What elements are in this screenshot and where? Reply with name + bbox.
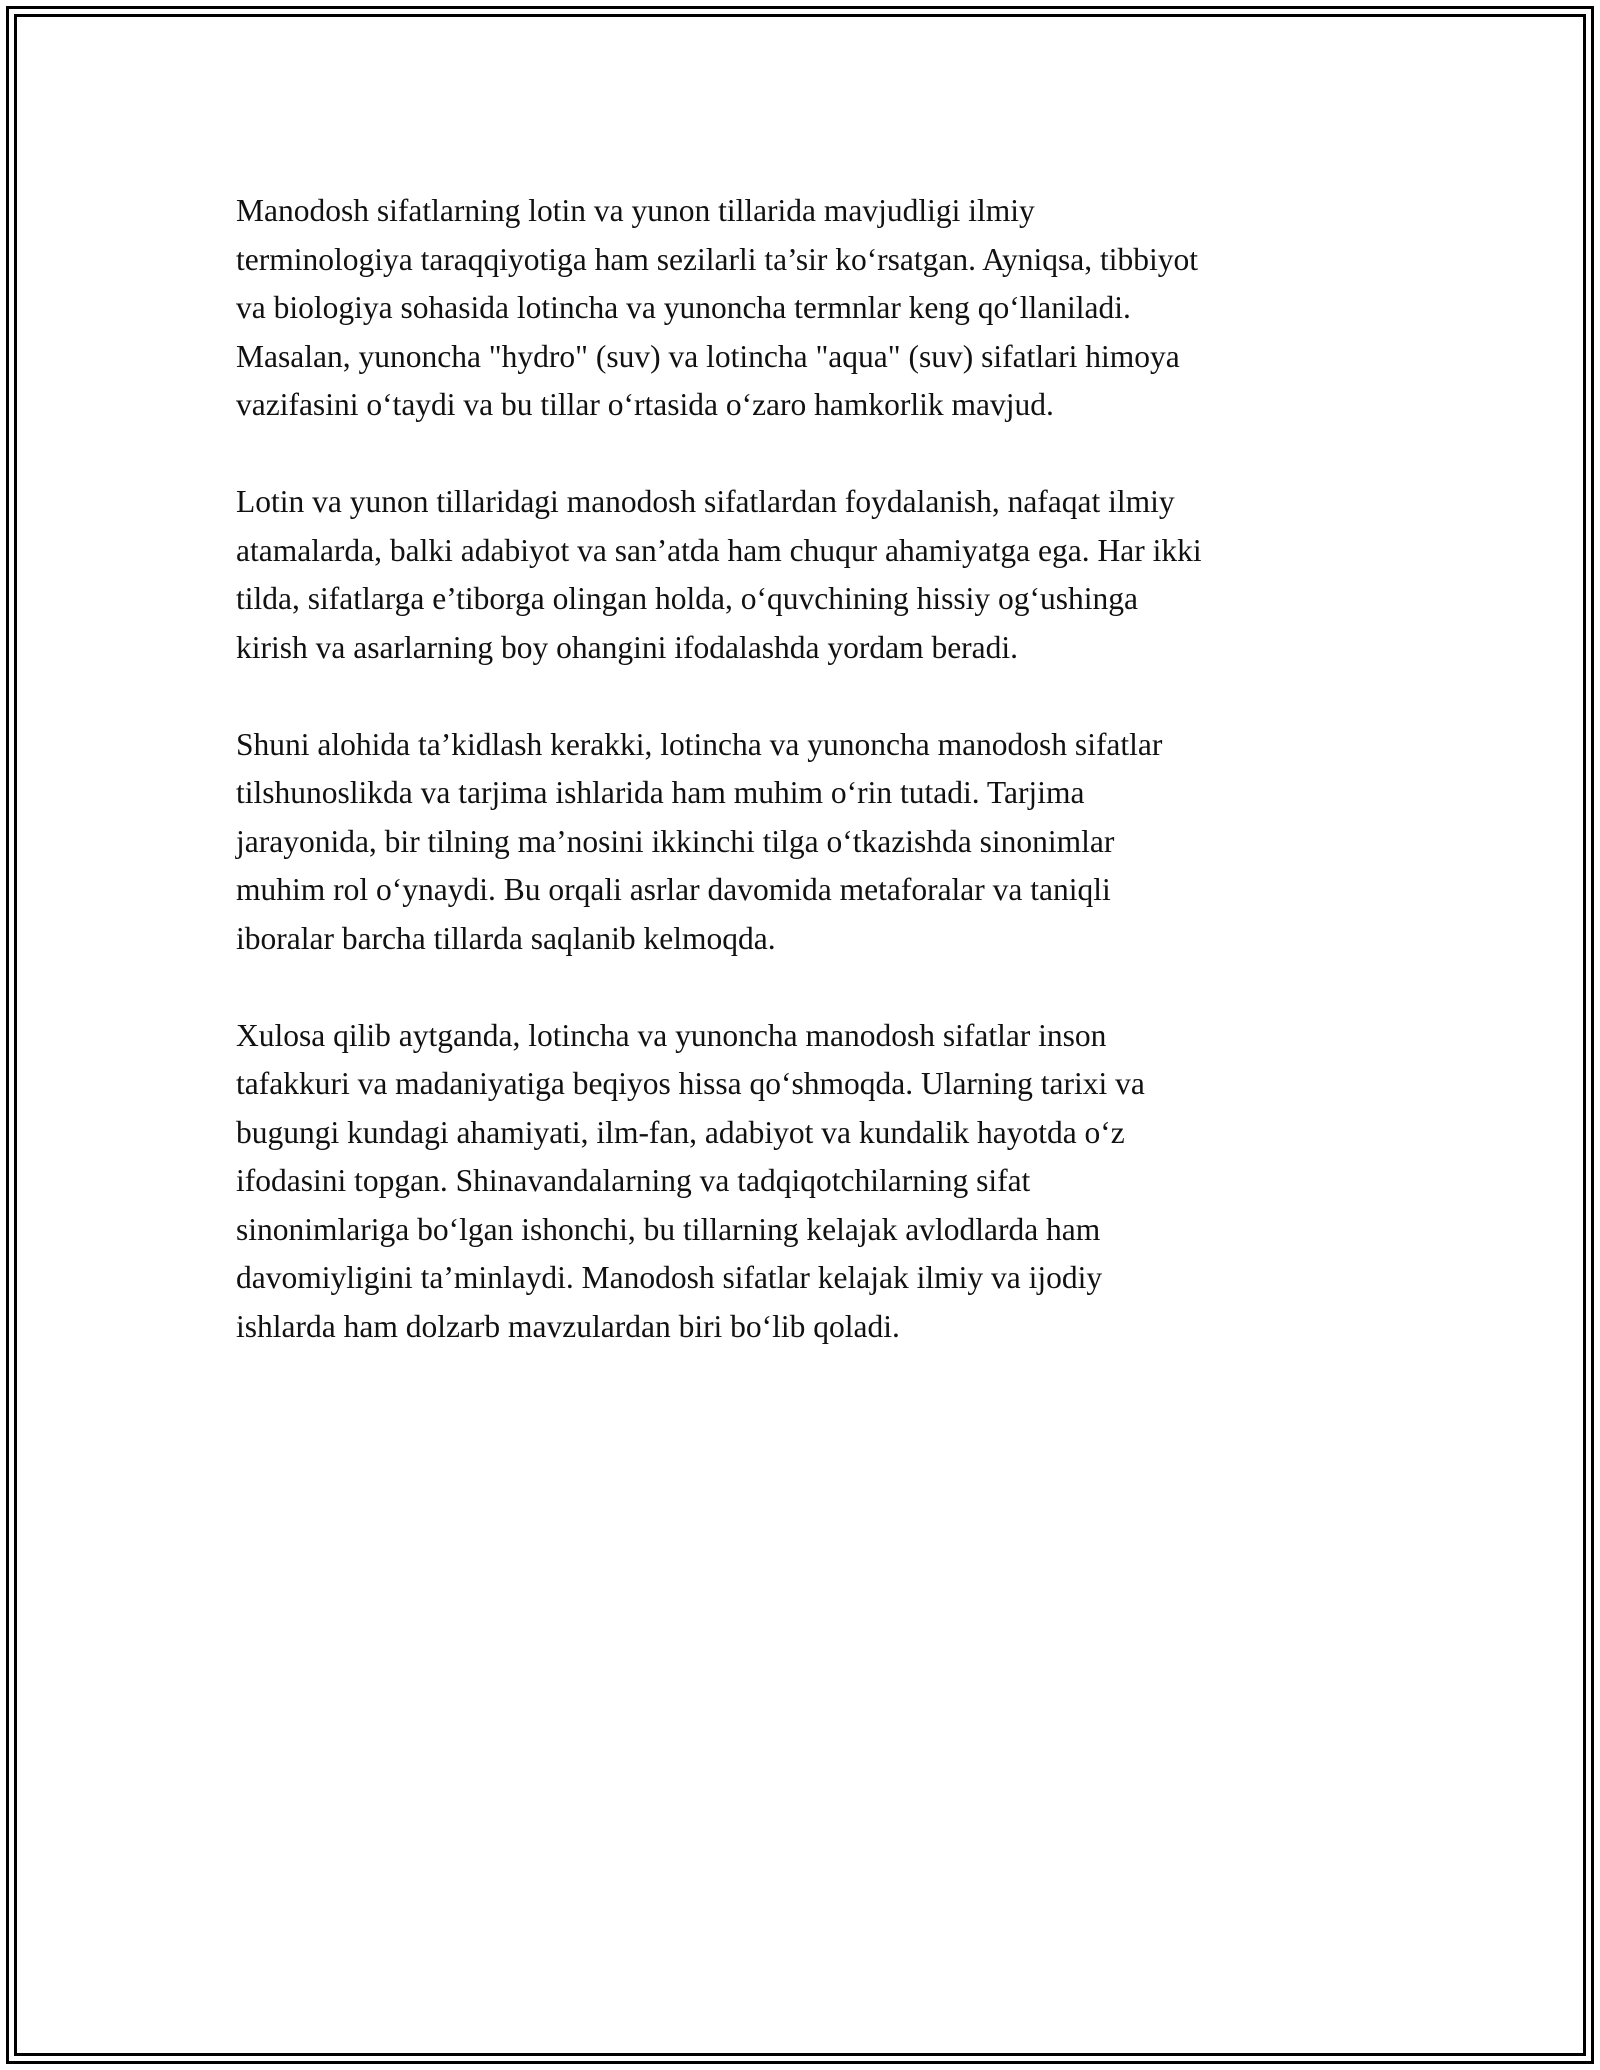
paragraph-2: Lotin va yunon tillaridagi manodosh sifatlardan foydalanish, nafaqat ilmiy atamalarda, balki adabiyot va san’atda ham chuqur ahamiyatga ega. Har ikki tilda, sifatlarga e’tiborga olingan holda, o‘quvchining hissiy og‘ushinga kirish va asarlarning boy ohangini ifodalashda yordam beradi. xyxy=(236,484,1202,665)
paragraph-4: Xulosa qilib aytganda, lotincha va yunoncha manodosh sifatlar inson tafakkuri va madaniyatiga beqiyos hissa qo‘shmoqda. Ularning tarixi va bugungi kundagi ahamiyati, ilm-fan, adabiyot va kundalik hayotda o‘z ifodasini topgan. Shinavandalarning va tadqiqotchilarning sifat sinonimlariga bo‘lgan ishonchi, bu tillarning kelajak avlodlarda ham davomiyligini ta’minlaydi. Manodosh sifatlar kelajak ilmiy va ijodiy ishlarda ham dolzarb mavzulardan biri bo‘lib qoladi. xyxy=(236,1017,1145,1344)
document-body xyxy=(236,187,1376,1400)
paragraph-3: Shuni alohida ta’kidlash kerakki, lotincha va yunoncha manodosh sifatlar tilshunoslikda va tarjima ishlarida ham muhim o‘rin tutadi. Tarjima jarayonida, bir tilning ma’nosini ikkinchi tilga o‘tkazishda sinonimlar muhim rol o‘ynaydi. Bu orqali asrlar davomida metaforalar va taniqli iboralar barcha tillarda saqlanib kelmoqda. xyxy=(236,726,1163,956)
paragraph-1: Manodosh sifatlarning lotin va yunon tillarida mavjudligi ilmiy terminologiya taraqqiyotiga ham sezilarli ta’sir ko‘rsatgan. Ayniqsa, tibbiyot va biologiya sohasida lotincha va yunoncha termnlar keng qo‘llaniladi. Masalan, yunoncha "hydro" (suv) va lotincha "aqua" (suv) sifatlari himoya vazifasini o‘taydi va bu tillar o‘rtasida o‘zaro hamkorlik mavjud. xyxy=(236,193,1199,422)
